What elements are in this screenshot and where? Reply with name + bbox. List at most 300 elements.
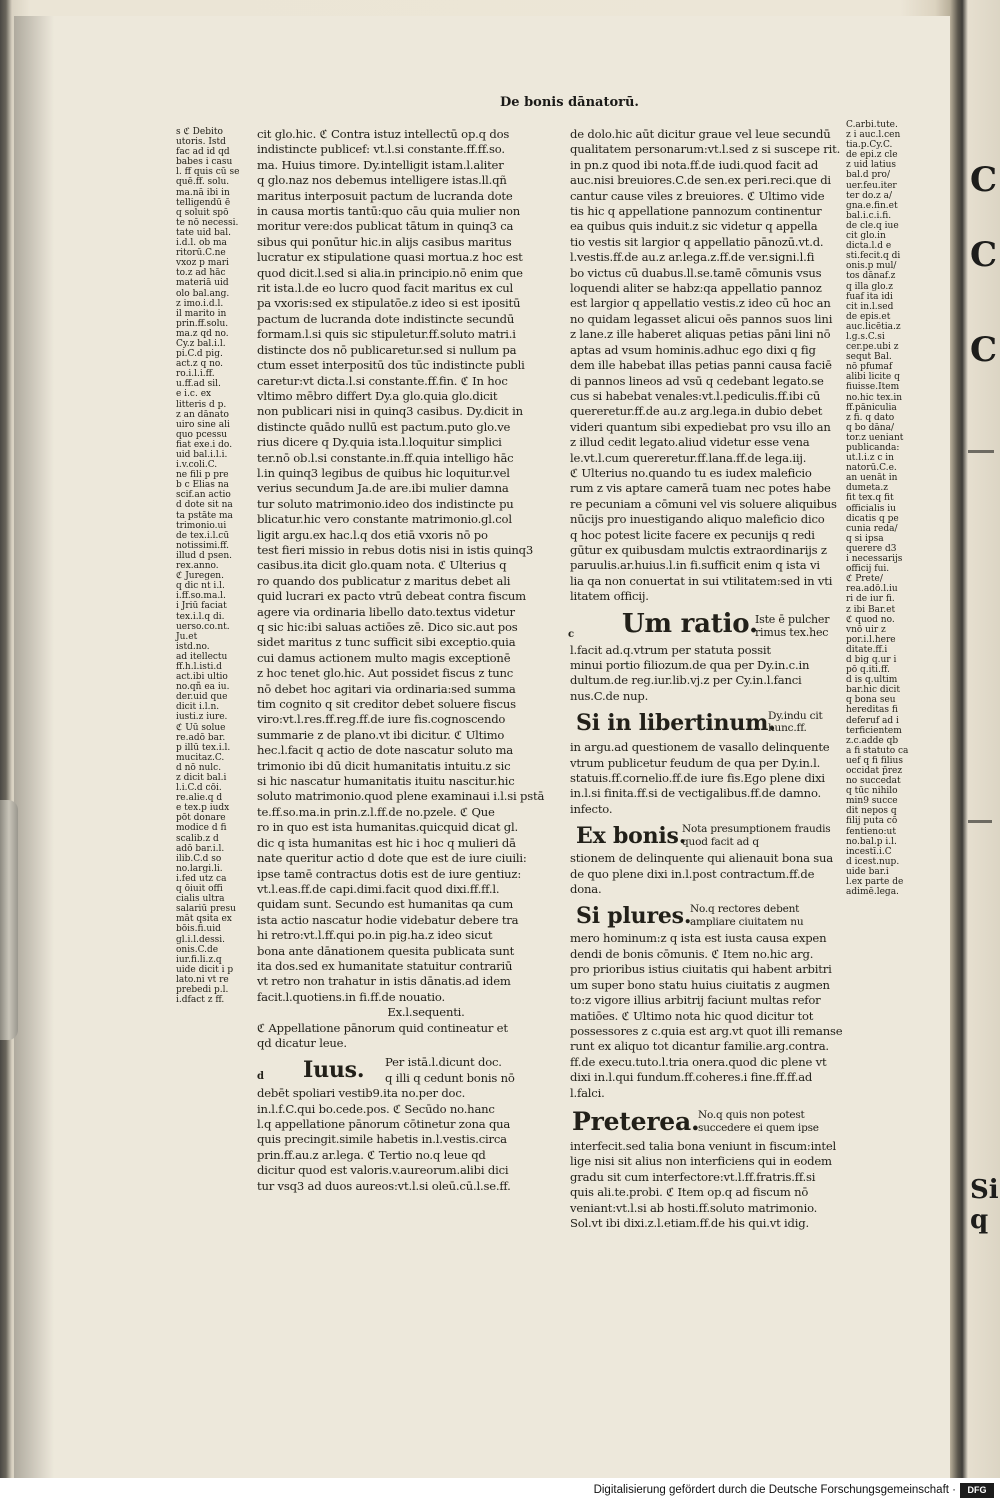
gloss-line: l.i.C.d cōi. (176, 783, 222, 794)
next-page-letter: C (970, 330, 998, 370)
gloss-line: no.qñ ea iu. (176, 682, 230, 693)
gloss-line: terficientem (846, 725, 902, 736)
text-line: est largior q appellatio vestis.z ideo cū hoc an (570, 296, 831, 311)
gloss-line: ℭ quod no. (846, 614, 895, 625)
gloss-line: notissimi.ff. (176, 540, 230, 551)
rubric-commentary (570, 851, 832, 897)
text-line: ℭ Ulterius no.quando tu es iudex maleficio (570, 465, 812, 480)
text-line: aptas ad vsum hominis.adhuc ego dixi q fig (570, 342, 816, 357)
text-line: quis ali.te.probi. ℭ Item op.q ad fiscum nō (570, 1185, 809, 1200)
text-line: mero hominum:z q ista est iusta causa expen (570, 931, 827, 946)
text-line: rum z vis aptare camerā tuam nec potes habe (570, 481, 831, 496)
gloss-line: mucitaz.C. (176, 752, 225, 763)
gloss-line: ℭ Prete/ (846, 574, 883, 585)
text-line: pa vxoris:sed ex stipulatōe.z ideo si est ipositū (257, 296, 521, 311)
gloss-line: ri de iur fi. (846, 594, 895, 605)
gloss-line: bar.hic dicit (846, 685, 901, 696)
gloss-line: l.ex parte de (846, 877, 904, 888)
rubric-block (570, 1107, 832, 1139)
text-line: matiōes. ℭ Ultimo nota hic quod dicitur tot (570, 1008, 814, 1023)
rubric-block (570, 708, 832, 740)
gloss-line: z ibi Bar.et (846, 604, 896, 615)
text-line: no quidam legasset alicui oēs pannos suos lini (570, 311, 833, 326)
gloss-line: cer.pe.ubi z (846, 342, 899, 353)
text-line: te.ff.so.ma.in prin.z.l.ff.de no.pzele. ℭ Que (257, 804, 495, 819)
gloss-line: ro.i.l.i.ff. (176, 369, 215, 380)
gloss-line: pō q.iti.ff. (846, 665, 890, 676)
gloss-line: z an dānato (176, 409, 229, 420)
text-line: quidam sunt. Secundo est humanitas qa cum (257, 897, 513, 912)
text-line: l.in quinq3 legibus de quibus hic loquitur.vel (257, 465, 510, 480)
text-line: pactum de lucranda dote indistincte secundū (257, 311, 515, 326)
next-page-letter: Si q (970, 1175, 999, 1235)
text-line: di pannos lineos ad vsū q cedebant legato.se (570, 373, 824, 388)
text-line: nate queritur actio d dote que est de iure ciuili: (257, 851, 527, 866)
gloss-line: sequt Bal. (846, 352, 892, 363)
summary-block (257, 1021, 555, 1052)
text-line: formam.l.si quis sic stipuletur.ff.soluto matri.i (257, 327, 516, 342)
text-line: indistincte publicef: vt.l.si constante.ff.ff.so. (257, 142, 505, 157)
text-line: hi retro:vt.l.ff.qui po.in pig.ha.z ideo sicut (257, 928, 493, 943)
text-line: vt.l.eas.ff.de capi.dimi.facit quod dixi.ff.ff.l. (257, 881, 500, 896)
gloss-line: no.bal.p i.l. (846, 836, 897, 847)
text-line: ro in quo est ista humanitas.quicquid dicat gl. (257, 820, 518, 835)
gloss-line: ter do.z a/ (846, 190, 892, 201)
gloss-line: e tex.p iudx (176, 803, 230, 814)
gloss-line: dicit i.l.n. (176, 702, 220, 713)
gloss-line: de epi.z cle (846, 150, 898, 161)
text-line: dic q ista humanitas est hic i hoc q mulieri dā (257, 835, 516, 850)
text-line: bo victus cū duabus.ll.se.tamē cōmunis vsus (570, 265, 822, 280)
text-line: to:z vigore illius arbitrij faciunt multas refor (570, 993, 821, 1008)
rubric-inline-text: No.q rectores debent ampliare ciuitatem nu (690, 903, 804, 929)
gloss-line: q ōiuit offi (176, 884, 223, 895)
section-marker: d (257, 1071, 264, 1083)
rubric-block (568, 608, 832, 643)
text-line: Sol.vt ibi dixi.z.l.etiam.ff.de his qui.vt idig. (570, 1215, 809, 1230)
gloss-line: l.g.s.C.si (846, 331, 885, 342)
gloss-line: dicta.l.d e (846, 241, 892, 252)
text-line: loquendi aliter se habz:qa appellatio pannoz (570, 281, 822, 296)
text-line: tur vsq3 ad duos aureos:vt.l.si oleū.cū.l.se.ff. (257, 1178, 511, 1193)
next-page-letter: C (970, 235, 998, 275)
text-line: statuis.ff.cornelio.ff.de iure fis.Ego plene dixi (570, 771, 825, 786)
text-line: de quo plene dixi in.l.post contractum.ff.de (570, 866, 815, 881)
text-line: l.vestis.ff.de au.z ar.lega.z.ff.de ver.signi.l.fi (570, 250, 815, 265)
gloss-line: tia.p.Cy.C. (846, 140, 893, 151)
text-line: trimonio ibi dū dicit humanitatis intuitu.z sic (257, 758, 511, 773)
text-line: blicatur.hic vero constante matrimonio.gl.col (257, 512, 512, 527)
rubric-commentary (570, 931, 843, 1100)
gloss-line: tex.i.l.q di. (176, 611, 225, 622)
gloss-line: scalib.z d (176, 833, 219, 844)
gloss-line: cialis ultra (176, 894, 225, 905)
text-line: z lane.z ille haberet aliquas petias pāni lini nō (570, 327, 831, 342)
text-line: dem ille habebat illas petias panni causa faciē (570, 358, 832, 373)
gloss-line: de epis.et (846, 311, 891, 322)
text-line: lia qa non conuertat in sui vtilitatem:sed in vti (570, 573, 833, 588)
text-line: le.vt.l.cum quereretur.ff.lana.ff.de lega.iij. (570, 450, 807, 465)
text-line: cus si habebat venales:vt.l.pediculis.ff.ibi cū (570, 388, 821, 403)
gloss-line: telligendū ē (176, 197, 231, 208)
gloss-line: Ju.et (176, 631, 198, 642)
text-line: auc.nisi breuiores.C.de sen.ex peri.reci.que di (570, 173, 831, 188)
gloss-line: u.ff.ad sil. (176, 379, 221, 390)
text-line: ro quando dos publicatur z maritus debet ali (257, 573, 511, 588)
text-line: de dolo.hic aūt dicitur graue vel leue secundū (570, 127, 831, 141)
rubric-iuus: Iuus. (303, 1057, 365, 1084)
text-line: quid lucrari ex pacto vtrū debeat contra fiscum (257, 589, 526, 604)
gloss-line: fac ad id qd (176, 147, 230, 158)
next-page-rule (968, 820, 992, 823)
gloss-line: s ℭ Debito (176, 127, 223, 137)
gloss-line: babes i casu (176, 157, 233, 168)
gloss-line: q soluit spō (176, 207, 229, 218)
text-line: test fieri missio in rebus dotis nisi in istis quinq3 (257, 542, 534, 557)
gloss-line: ma.z qd no. (176, 328, 229, 339)
dfg-logo: DFG (960, 1483, 994, 1498)
text-line: stionem de delinquente qui alienauit bona sua (570, 851, 834, 866)
running-head: De bonis dānatorū. (500, 95, 639, 110)
text-line: re pecuniam a cōmuni vel vis soluere aliquibus (570, 496, 837, 511)
gloss-line: modice d fi (176, 823, 227, 834)
summary-line: qd dicatur leue. (257, 1035, 347, 1050)
rubric-block (570, 901, 832, 931)
text-line: in argu.ad questionem de vasallo delinquente (570, 740, 830, 755)
next-page-letter: C (970, 160, 998, 200)
text-line: in.l.si finita.ff.si de vectigalibus.ff.de damno. (570, 786, 822, 801)
text-line: q glo.naz nos debemus intelligere istas.ll.qñ (257, 173, 507, 188)
text-line: quod dicit.l.sed si alia.in principio.nō enim que (257, 265, 523, 280)
gloss-line: d is q.ultim (846, 675, 898, 686)
gloss-line: publicanda: (846, 443, 900, 453)
text-line: dixi in.l.qui fundum.ff.coheres.i fine.ff.ff.ad (570, 1070, 813, 1085)
rubric-commentary (570, 1138, 837, 1231)
gloss-line: officialis iu (846, 503, 896, 514)
next-page-edge (962, 0, 1000, 1503)
section-marker: c (568, 628, 574, 640)
text-line: vltimo mēbro differt Dy.a glo.quia glo.dicit (257, 388, 498, 403)
gloss-line: bal.d pro/ (846, 170, 891, 181)
gloss-line: i.d.l. ob ma (176, 238, 227, 249)
text-line: quereretur.ff.de au.z arg.lega.in dubio debet (570, 404, 823, 419)
gloss-line: Cy.z bal.i.l. (176, 338, 226, 349)
gloss-line: z i auc.l.cen (846, 130, 901, 141)
text-line: tis hic q appellatione pannozum continentur (570, 204, 822, 219)
gloss-line: te nō necessi. (176, 217, 239, 228)
rubric-inline-text: No.q quis non potest succedere ei quem ipse (698, 1108, 819, 1134)
text-line: interfecit.sed talia bona veniunt in fiscum:intel (570, 1138, 837, 1153)
gloss-line: q bo dāna/ (846, 422, 894, 433)
text-line: cui damus actionem multo magis exceptionē (257, 650, 511, 665)
rubric-um-ratio: Um ratio. (622, 608, 758, 639)
text-line: dicitur quod est valoris.v.aureorum.alibi dici (257, 1163, 509, 1178)
text-line: nūcijs pro inuestigando aliquo maleficio dico (570, 512, 825, 527)
text-line: verius secundum Ja.de are.ibi mulier damna (257, 481, 509, 496)
gloss-line: māt qsita ex (176, 914, 232, 925)
gloss-line: d nō nulc. (176, 762, 222, 773)
gloss-line: natorū.C.e. (846, 463, 897, 474)
gloss-line: z uid latius (846, 160, 897, 171)
gloss-line: e i.c. ex (176, 389, 212, 400)
gloss-line: q dic nt i.l. (176, 581, 225, 592)
text-line: bona ante dānationem quesita publicata sunt (257, 943, 515, 958)
text-line: runt ex aliquo tot dicantur familie.arg.contra. (570, 1039, 829, 1054)
gloss-line: z dicit bal.i (176, 773, 227, 783)
gloss-line: ℭ Uū solue (176, 722, 226, 733)
gloss-line: z fi. q dato (846, 412, 895, 423)
gloss-line: olo bal.ang. (176, 288, 230, 299)
rubric-commentary (570, 643, 832, 705)
gloss-line: iur.fi.li.z.q (176, 954, 222, 965)
gloss-line: re.alie.q d (176, 793, 223, 804)
text-line: l.facit ad.q.vtrum per statuta possit (570, 642, 771, 657)
text-line: infecto. (570, 801, 613, 816)
text-line: distincte quādo nullū est pactum.puto glo.ve (257, 419, 511, 434)
rubric-commentary (570, 740, 832, 817)
gloss-line: uide bar.i (846, 866, 889, 877)
gloss-line: ut.l.i.z c in (846, 453, 894, 464)
gloss-line: i.v.coli.C. (176, 460, 218, 471)
text-line: dultum.de reg.iur.lib.vj.z per Cy.in.l.fanci (570, 673, 802, 688)
gloss-line: dit nepos q (846, 806, 897, 817)
gloss-line: act.z q no. (176, 359, 224, 370)
gutter-shadow (14, 16, 54, 1486)
text-line: tim cognito q sit creditor debet soluere fiscus (257, 697, 516, 712)
gloss-line: fiuisse.Item (846, 382, 900, 393)
text-line: litatem officij. (570, 589, 649, 604)
text-line: dona. (570, 882, 602, 897)
gloss-line: utoris. Istd (176, 137, 226, 148)
gloss-line: i necessarijs (846, 554, 903, 565)
text-line: lucratur ex stipulatione quasi mortua.z hoc est (257, 250, 523, 265)
text-line: viro:vt.l.res.ff.reg.ff.de iure fis.cognoscendo (257, 712, 506, 727)
text-line: sidet maritus z tunc sufficit sibi exceptio.quia (257, 635, 516, 650)
gloss-line: q illa glo.z (846, 281, 893, 292)
rubric-inline-text: Dy.indu cit hunc.ff. (768, 710, 823, 735)
text-line: nō debet hoc agitari via ordinaria:sed summa (257, 681, 516, 696)
text-line: ista actio nascatur hodie videbatur debere tra (257, 912, 519, 927)
gloss-line: i.fed utz ca (176, 873, 227, 884)
gloss-line: incestī.i.C (846, 846, 892, 857)
text-line: ff.de execu.tuto.l.tria onera.quod dic plene vt (570, 1054, 827, 1069)
text-line: cantur cause viles z breuiores. ℭ Ultimo vide (570, 188, 825, 203)
gloss-line: gl.i.l.dessi. (176, 934, 226, 945)
gloss-line: ditate.ff.i (846, 644, 888, 655)
gloss-line: no succedat (846, 776, 901, 787)
main-text-column-right (568, 127, 843, 1230)
gloss-line: bal.i.c.i.fi. (846, 210, 892, 221)
footer-bar (0, 1478, 1000, 1503)
gloss-line: filij puta cō (846, 816, 898, 827)
gloss-line: l. ff quis cū se (176, 167, 240, 178)
gloss-line: q tūc nihilo (846, 786, 898, 797)
text-line: um super bono statu huius ciuitatis z augmen (570, 977, 830, 992)
rubric-inline-text: Iste ē pulcher rimus tex.hec (755, 612, 830, 639)
gloss-line: trimonio.ui (176, 520, 227, 531)
gloss-line: i.ff.so.ma.l. (176, 591, 226, 602)
text-line: ligit argu.ex hac.l.q dos etiā vxoris nō po (257, 527, 488, 542)
text-line: non publicari nisi in quinq3 casibus. Dy.dicit in (257, 404, 523, 419)
text-line: l.falci. (570, 1085, 605, 1100)
gloss-line: q si ipsa (846, 533, 884, 544)
gloss-line: de cle.q iue (846, 220, 899, 231)
gloss-line: sti.fecit.q di (846, 251, 901, 262)
gloss-line: onis.p mul/ (846, 261, 897, 272)
gloss-line: cit glo.in (846, 231, 886, 242)
text-line: tur soluto matrimonio.ideo dos indistincte pu (257, 496, 514, 511)
gloss-line: fuaf ita idi (846, 291, 893, 302)
gloss-line: uer.feu.iter (846, 180, 897, 191)
main-text-body (570, 127, 841, 605)
gloss-line: tos dānaf.z (846, 271, 896, 282)
text-line: ita dos.sed ex humanitate statuitur contrariū (257, 958, 513, 973)
text-line: pro prioribus istius ciuitatis qui habent arbitri (570, 962, 832, 977)
page-clip (0, 800, 18, 1040)
gloss-line: deferuf ad i (846, 715, 899, 726)
gloss-line: auc.licētia.z (846, 321, 901, 332)
gloss-line: materiā uid (176, 278, 229, 289)
footer-credit: Digitalisierung gefördert durch die Deutsche Forschungsgemeinschaft · (593, 1484, 956, 1496)
rubric-si-in-libertinum: Si in libertinum. (576, 710, 776, 737)
gloss-line: litteris d p. (176, 399, 227, 410)
gloss-line: act.ibi ultio (176, 672, 228, 683)
gloss-line: prin.ff.solu. (176, 318, 229, 329)
text-line: q illi q cedunt bonis nō (385, 1070, 515, 1085)
text-line: nus.C.de nup. (570, 688, 649, 703)
gloss-line: ne fili p pre (176, 470, 229, 481)
gloss-line: q bona seu (846, 695, 896, 706)
gloss-line: d dote sit na (176, 500, 233, 511)
gloss-line: cunia reda/ (846, 523, 898, 534)
gloss-line: an uenāt in (846, 473, 898, 484)
gloss-line: i Jriū faciat (176, 601, 227, 612)
gloss-line: de tex.i.l.cū (176, 530, 230, 541)
text-line: moritur vere:dos publicat tātum in quinq3 ca (257, 219, 514, 234)
rubric-si-plures: Si plures. (576, 903, 692, 930)
gloss-line: querere d3 (846, 543, 897, 554)
gloss-line: d big q.ur i (846, 654, 897, 665)
gloss-line: i.dfact z ff. (176, 995, 225, 1006)
text-line: z illud cedit legato.aliud videtur esse vena (570, 435, 810, 450)
gloss-line: adimē.lega. (846, 887, 899, 898)
text-line: q hoc potest licite facere ex pecunijs q redi (570, 527, 815, 542)
gloss-line: uerso.co.nt. (176, 621, 230, 632)
gloss-line: alibi licite q (846, 372, 900, 383)
gloss-line: ma.nā ibi in (176, 187, 230, 198)
text-line: q sic hic:ibi saluas actiōes zē. Dico sic.aut pos (257, 620, 518, 634)
text-line: lige nisi sit alius non interficiens qui in eodem (570, 1154, 832, 1169)
text-line: distincte dos nō publicaretur.sed si nullum pa (257, 342, 517, 357)
text-line: possessores z c.quia est arg.vt quot illi remanse (570, 1023, 843, 1038)
next-page-rule (968, 450, 994, 453)
gloss-line: scif.an actio (176, 490, 231, 501)
text-line: soluto matrimonio.quod plene examinaui i.l.si pstā (257, 789, 545, 804)
text-line: ter.nō ob.l.si constante.in.ff.quia intelligo hāc (257, 450, 514, 465)
gloss-line: z imo.i.d.l. (176, 298, 224, 309)
gloss-line: ilib.C.d so (176, 853, 222, 864)
gloss-line: ff.pāniculia (846, 402, 897, 413)
gloss-line: dicatis q pe (846, 513, 899, 524)
text-line: si hic nascatur humanitatis ituitu nascitur.hic (257, 774, 515, 789)
text-line: agere via ordinaria libello dato.textus videtur (257, 604, 515, 619)
gloss-line: uiro sine ali (176, 419, 230, 430)
gloss-line: der.uid que (176, 692, 228, 703)
gloss-line: d icest.nup. (846, 856, 900, 867)
gloss-line: ta pstāte ma (176, 510, 233, 521)
text-line: facit.l.quotiens.in fi.ff.de nouatio. (257, 989, 445, 1004)
text-line: caretur:vt dicta.l.si constante.ff.fin. ℭ In hoc (257, 373, 508, 388)
text-line: paruulis.ar.huius.l.in fi.sufficit enim q ista vi (570, 558, 820, 573)
gloss-line: pi.C.d pig. (176, 349, 223, 360)
text-line: sibus qui ponūtur hic.in alijs casibus maritus (257, 234, 512, 249)
gloss-line: lato.ni vt re (176, 974, 229, 985)
gloss-line: to.z ad hāc (176, 268, 226, 279)
text-line: gūtur ex quibusdam mulctis extraordinarijs z (570, 542, 827, 557)
gloss-line: min9 succe (846, 796, 898, 807)
rubric-preterea: Preterea. (572, 1106, 700, 1136)
gloss-line: cit in.l.sed (846, 301, 894, 312)
gloss-line: officij fui. (846, 564, 890, 575)
gloss-line: onis.C.de (176, 944, 219, 955)
text-line: rit ista.l.de eo lucro quod facit maritus ex cul (257, 281, 514, 296)
text-line: l.q appellatione pānorum cōtinetur zona qua (257, 1117, 511, 1131)
text-line: maritus interposuit pactum de lucranda dote (257, 188, 513, 203)
text-line: ma. Huius timore. Dy.intelligit istam.l.aliter (257, 157, 504, 172)
rubric-block (257, 1055, 555, 1089)
gloss-line: re.adō bar. (176, 732, 226, 743)
gloss-line: uef q fi filius (846, 755, 903, 766)
text-line: in pn.z quod ibi nota.ff.de iudi.quod facit ad (570, 157, 819, 172)
lex-heading: Ex.l.sequenti. (387, 1005, 465, 1020)
gloss-line: ad itellectu (176, 651, 228, 662)
gloss-line: gna.e.fin.et (846, 200, 898, 211)
gloss-line: il marito in (176, 308, 227, 319)
gloss-line: istd.no. (176, 641, 210, 652)
gloss-line: pōt donare (176, 813, 226, 824)
main-text-body (257, 127, 555, 1005)
text-line: ea quibus quis induit.z sic videtur q appella (570, 219, 818, 234)
gloss-line: adō bar.i.l. (176, 843, 225, 854)
gloss-line: uid bal.i.l.i. (176, 450, 228, 460)
text-line: ctum esset interpositū dos tūc indistincte publi (257, 358, 525, 373)
text-line: veniant:vt.l.si ab hosti.ff.soluto matrimonio. (570, 1200, 818, 1215)
gloss-line: fentieno:ut (846, 826, 896, 837)
gloss-line: p illū tex.i.l. (176, 742, 231, 753)
text-line: casibus.ita dicit glo.quam nota. ℭ Ulterius q (257, 558, 507, 573)
gloss-line: fiat exe.i do. (176, 439, 233, 450)
text-line: qualitatem personarum:vt.l.sed z si suscepe rit. (570, 142, 841, 157)
gloss-line: hereditas fi (846, 705, 898, 716)
main-text-column-left (257, 127, 555, 1217)
gloss-line: no.largi.li. (176, 863, 223, 874)
text-line: Per istā.l.dicunt doc. (385, 1055, 502, 1070)
gloss-line: tor.z ueniant (846, 432, 904, 443)
gloss-line: vnō uir z (846, 624, 886, 635)
text-line: debēt spoliari vestib9.ita no.per doc. (257, 1086, 466, 1101)
gloss-line: salariū presu (176, 904, 236, 915)
gloss-line: z.c.adde qb (846, 735, 899, 746)
left-gloss-column (176, 127, 258, 1192)
text-line: videri quantum sibi expediebat pro vsu illo an (570, 419, 831, 434)
text-line: prin.ff.au.z ar.lega. ℭ Tertio no.q leue qd (257, 1147, 486, 1162)
gloss-line: por.i.l.here (846, 634, 896, 645)
text-line: in.l.f.C.qui bo.cede.pos. ℭ Secūdo no.hanc (257, 1101, 495, 1116)
text-line: vtrum publicetur feudum de qua per Dy.in.l. (570, 755, 821, 770)
text-line: rius dicere q Dy.quia ista.l.loquitur simplici (257, 435, 502, 450)
right-gloss-column (846, 120, 916, 1120)
rubric-block (570, 821, 832, 851)
